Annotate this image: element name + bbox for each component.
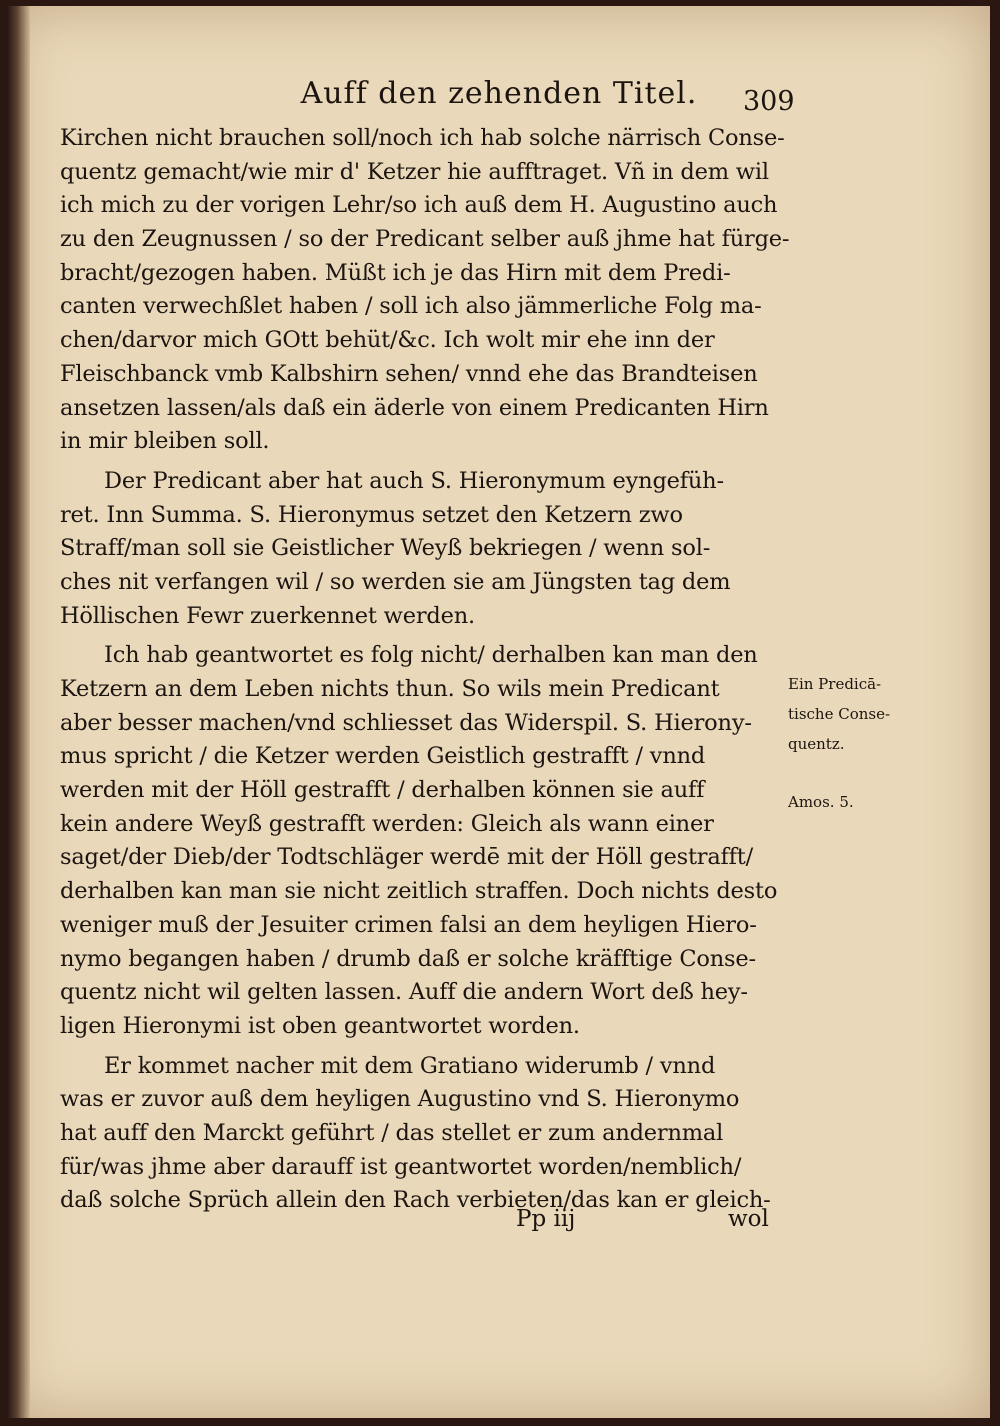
- signature-mark: Pp iij: [516, 1206, 576, 1232]
- text-line: ligen Hieronymi ist oben geantwortet worden.: [60, 1012, 580, 1039]
- text-line: hat auff den Marckt geführt / das stellet er zum andernmal: [60, 1119, 724, 1146]
- text-line: Straff/man soll sie Geistlicher Weyß bekriegen / wenn sol-: [60, 535, 711, 562]
- text-line: für/was jhme aber darauff ist geantwortet worden/nemblich/: [60, 1153, 742, 1180]
- text-line: Ketzern an dem Leben nichts thun. So wils mein Predicant: [60, 676, 720, 702]
- text-line: chen/darvor mich GOtt behüt/&c. Ich wolt mir ehe inn der: [60, 327, 715, 354]
- text-line: canten verwechßlet haben / soll ich also jämmerliche Folg ma-: [60, 293, 762, 320]
- text-line: Fleischbanck vmb Kalbshirn sehen/ vnnd ehe das Brandteisen: [60, 360, 758, 387]
- text-line: kein andere Weyß gestrafft werden: Gleich als wann einer: [60, 810, 714, 837]
- text-line: Ich hab geantwortet es folg nicht/ derhalben kan man den: [104, 642, 758, 669]
- text-line: saget/der Dieb/der Todtschläger werdē mit der Höll gestrafft/: [60, 844, 754, 871]
- page-number: 309: [743, 86, 795, 117]
- text-line: bracht/gezogen haben. Müßt ich je das Hirn mit dem Predi-: [60, 259, 731, 286]
- marginal-note-line: quentz.: [788, 735, 845, 753]
- marginal-note-line: Amos. 5.: [788, 793, 854, 811]
- text-line: Er kommet nacher mit dem Gratiano widerumb / vnnd: [104, 1052, 716, 1079]
- text-line: quentz nicht wil gelten lassen. Auff die andern Wort deß hey-: [60, 979, 748, 1006]
- marginal-note-line: tische Conse-: [788, 705, 891, 723]
- text-line: Kirchen nicht brauchen soll/noch ich hab solche närrisch Conse-: [60, 125, 785, 151]
- binding-edge: [8, 6, 30, 1418]
- text-line: quentz gemacht/wie mir d' Ketzer hie aufftraget. Vñ in dem wil: [60, 158, 769, 185]
- text-line: werden mit der Höll gestrafft / derhalben können sie auff: [60, 777, 705, 804]
- text-line: ansetzen lassen/als daß ein äderle von einem Predicanten Hirn: [60, 394, 769, 421]
- text-line: in mir bleiben soll.: [60, 428, 270, 455]
- text-line: was er zuvor auß dem heyligen Augustino vnd S. Hieronymo: [60, 1086, 740, 1113]
- text-line: derhalben kan man sie nicht zeitlich straffen. Doch nichts desto: [60, 878, 778, 905]
- text-line: zu den Zeugnussen / so der Predicant selber auß jhme hat fürge-: [60, 226, 790, 253]
- text-line: ich mich zu der vorigen Lehr/so ich auß dem H. Augustino auch: [60, 192, 778, 219]
- text-line: ret. Inn Summa. S. Hieronymus setzet den Ketzern zwo: [60, 501, 683, 528]
- text-line: mus spricht / die Ketzer werden Geistlich gestrafft / vnnd: [60, 743, 706, 770]
- text-line: Der Predicant aber hat auch S. Hieronymum eyngefüh-: [104, 467, 724, 494]
- text-line: Höllischen Fewr zuerkennet werden.: [60, 602, 475, 629]
- text-line: aber besser machen/vnd schliesset das Widerspil. S. Hierony-: [60, 709, 752, 736]
- text-line: weniger muß der Jesuiter crimen falsi an dem heyligen Hiero-: [60, 911, 757, 938]
- main-text: [60, 122, 790, 1218]
- text-line: nymo begangen haben / drumb daß er solche kräfftige Conse-: [60, 945, 756, 972]
- catchword: wol: [728, 1206, 769, 1232]
- running-title: Auff den zehenden Titel.: [300, 76, 698, 111]
- text-line: daß solche Sprüch allein den Rach verbieten/das kan er gleich-: [60, 1187, 771, 1214]
- marginal-note-line: Ein Predicā-: [788, 675, 882, 693]
- book-page: [8, 6, 990, 1418]
- text-line: ches nit verfangen wil / so werden sie am Jüngsten tag dem: [60, 568, 731, 595]
